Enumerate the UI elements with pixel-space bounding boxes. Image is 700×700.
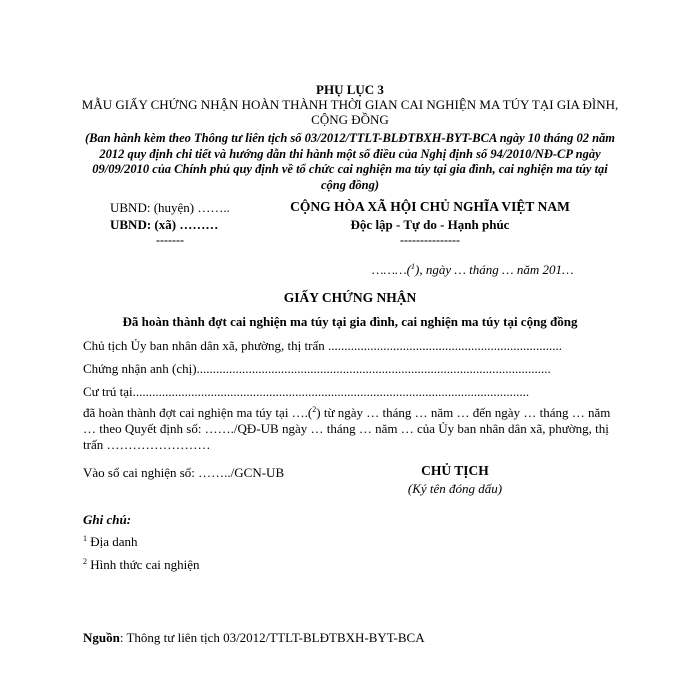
republic-heading: CỘNG HÒA XÃ HỘI CHỦ NGHĨA VIỆT NAM <box>290 199 570 214</box>
chairman-line: Chủ tịch Ủy ban nhân dân xã, phường, thị trấn ........................................................................ <box>83 338 562 353</box>
date-suffix: ), ngày … tháng … năm 201… <box>415 262 574 277</box>
completion-suffix: ) từ ngày … tháng … năm … đến ngày … tháng … năm … theo Quyết định số: ……./QĐ-UB ngày … tháng … năm … của Ủy ban nhân dân xã, phường, thị trấn …………………… <box>83 405 611 452</box>
certificate-subtitle: Đã hoàn thành đợt cai nghiện ma túy tại gia đình, cai nghiện ma túy tại cộng đồng <box>122 314 578 329</box>
date-line <box>372 262 574 278</box>
registry-number-line: Vào sổ cai nghiện số: ……../GCN-UB <box>83 465 285 480</box>
completion-prefix: đã hoàn thành đợt cai nghiện ma túy tại ….( <box>83 405 313 420</box>
appendix-label: PHỤ LỤC 3 <box>316 82 384 97</box>
issuance-note: (Ban hành kèm theo Thông tư liên tịch số 03/2012/TTLT-BLĐTBXH-BYT-BCA ngày 10 tháng 02 năm 2012 quy định chi tiết và hướng dẫn thi hành một số điều của Nghị định số 94/2010/NĐ-CP ngày 09/09/2010 của Chính phủ quy định về tổ chức cai nghiện ma túy tại gia đình, cai nghiện ma túy tại cộng đồng) <box>84 131 616 192</box>
sign-seal-note: (Ký tên đóng dấu) <box>407 481 503 496</box>
source-text: : Thông tư liên tịch 03/2012/TTLT-BLĐTBXH-BYT-BCA <box>119 630 425 645</box>
date-prefix: ………( <box>372 262 412 277</box>
residence-line: Cư trú tại.......................................................................................................................... <box>83 384 530 399</box>
source-label: Nguồn <box>83 630 120 645</box>
footnote-ref-1: 1 <box>411 262 416 271</box>
note-text: Địa danh <box>87 534 138 549</box>
footnote-ref-2: 2 <box>312 405 317 414</box>
note-item <box>83 557 199 573</box>
ubnd-district-line: UBND: (huyện) …….. <box>110 200 230 215</box>
note-marker: 2 <box>83 557 87 566</box>
certify-person-line: Chứng nhận anh (chị)............................................................................................................. <box>83 361 551 376</box>
ubnd-commune-line: UBND: (xã) ……… <box>110 217 219 232</box>
certificate-title: GIẤY CHỨNG NHẬN <box>283 290 417 305</box>
note-item <box>83 534 138 550</box>
note-marker: 1 <box>83 534 87 543</box>
document-title: MẪU GIẤY CHỨNG NHẬN HOÀN THÀNH THỜI GIAN CAI NGHIỆN MA TÚY TẠI GIA ĐÌNH, CỘNG ĐỒNG <box>81 97 619 127</box>
left-separator: ------- <box>156 233 184 247</box>
note-text: Hình thức cai nghiện <box>87 557 200 572</box>
chairman-signature-title: CHỦ TỊCH <box>421 463 489 478</box>
notes-heading: Ghi chú: <box>83 512 132 527</box>
source-line <box>83 630 425 646</box>
national-motto: Độc lập - Tự do - Hạnh phúc <box>350 217 510 232</box>
right-separator: --------------- <box>400 233 460 247</box>
completion-paragraph <box>83 405 623 453</box>
